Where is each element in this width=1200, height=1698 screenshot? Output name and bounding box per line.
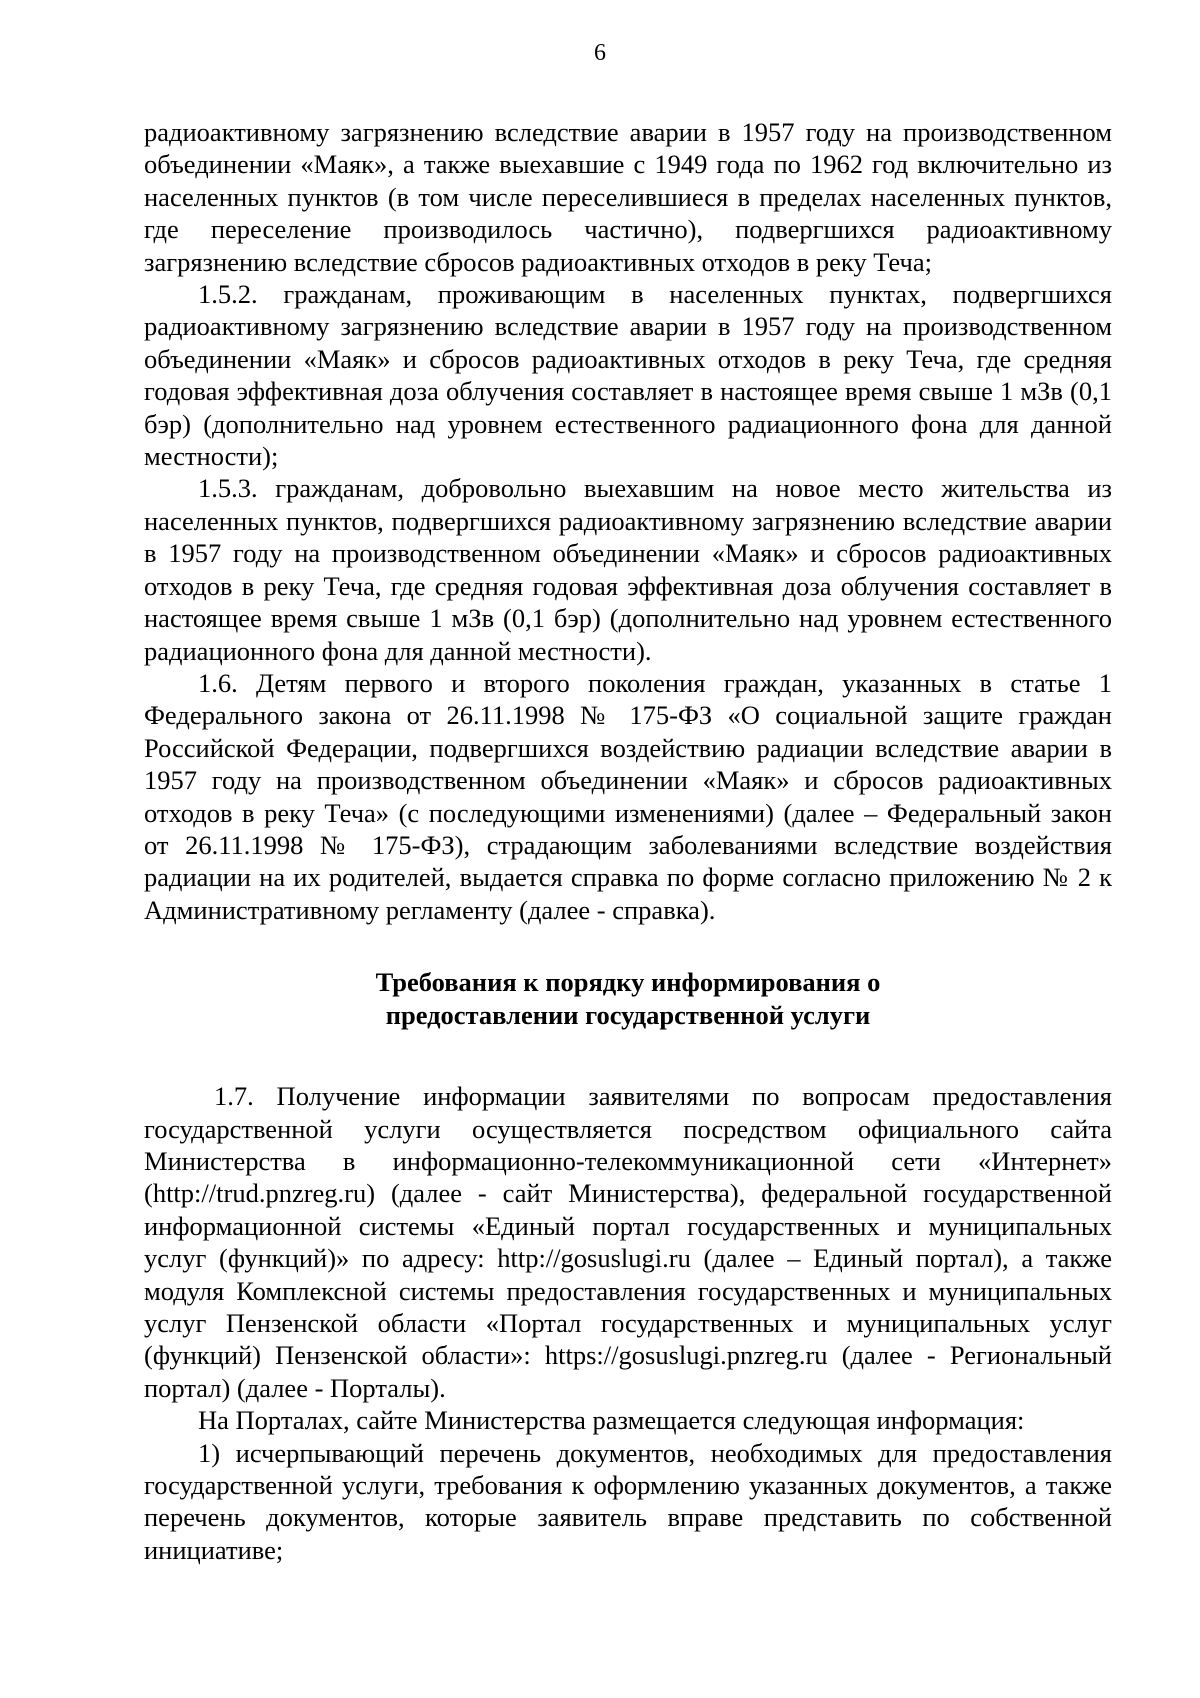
paragraph-1-7: 1.7. Получение информации заявителями по вопросам предоставления государственной услуги осуществляется посредством официального сайта Министерства в информационно-телекоммуникационной сети «Интернет» (http://trud.pnzreg.ru) (далее - сайт Министерства), федеральной государственной информационной системы «Единый портал государственных и муниципальных услуг (функций)» по адресу: http://gosuslugi.ru (далее – Единый портал), а также модуля Комплексной системы предоставления государственных и муниципальных услуг Пензенской области «Портал государственных и муниципальных услуг (функций) Пензенской области»: https://gosuslugi.pnzreg.ru (далее - Региональный портал) (далее - Порталы). xyxy=(144,1081,1112,1403)
paragraph-1-5-3: 1.5.3. гражданам, добровольно выехавшим на новое место жительства из населенных пунктов, подвергшихся радиоактивному загрязнению вследствие аварии в 1957 году на производственном объединении «Маяк» и сбросов радиоактивных отходов в реку Теча, где средняя годовая эффективная доза облучения составляет в настоящее время свыше 1 мЗв (0,1 бэр) (дополнительно над уровнем естественного радиационного фона для данной местности). xyxy=(144,473,1112,666)
section-heading xyxy=(144,966,1112,1032)
page-number: 6 xyxy=(594,40,606,66)
paragraph-1-5-2: 1.5.2. гражданам, проживающим в населенных пунктах, подвергшихся радиоактивному загрязнению вследствие аварии в 1957 году на производственном объединении «Маяк» и сбросов радиоактивных отходов в реку Теча, где средняя годовая эффективная доза облучения составляет в настоящее время свыше 1 мЗв (0,1 бэр) (дополнительно над уровнем естественного радиационного фона для данной местности); xyxy=(144,279,1112,472)
document-body xyxy=(144,116,1112,1566)
section-heading-line-2: предоставлении государственной услуги xyxy=(385,1000,871,1031)
paragraph-continuation: радиоактивному загрязнению вследствие аварии в 1957 году на производственном объединении «Маяк», а также выехавшие с 1949 года по 1962 год включительно из населенных пунктов (в том числе переселившиеся в пределах населенных пунктов, где переселение производилось частично), подвергшихся радиоактивному загрязнению вследствие сбросов радиоактивных отходов в реку Теча; xyxy=(144,117,1112,277)
paragraph-1-6: 1.6. Детям первого и второго поколения граждан, указанных в статье 1 Федерального закона от 26.11.1998 № 175-ФЗ «О социальной защите граждан Российской Федерации, подвергшихся воздействию радиации вследствие аварии в 1957 году на производственном объединении «Маяк» и сбросов радиоактивных отходов в реку Теча» (с последующими изменениями) (далее – Федеральный закон от 26.11.1998 № 175-ФЗ), страдающим заболеваниями вследствие воздействия радиации на их родителей, выдается справка по форме согласно приложению № 2 к Административному регламенту (далее - справка). xyxy=(144,667,1112,925)
paragraph-portals-info: На Порталах, сайте Министерства размещается следующая информация: xyxy=(198,1405,1025,1436)
list-item-1: 1) исчерпывающий перечень документов, необходимых для предоставления государственной услуги, требования к оформлению указанных документов, а также перечень документов, которые заявитель вправе представить по собственной инициативе; xyxy=(144,1437,1112,1565)
section-heading-line-1: Требования к порядку информирования о xyxy=(375,967,881,998)
